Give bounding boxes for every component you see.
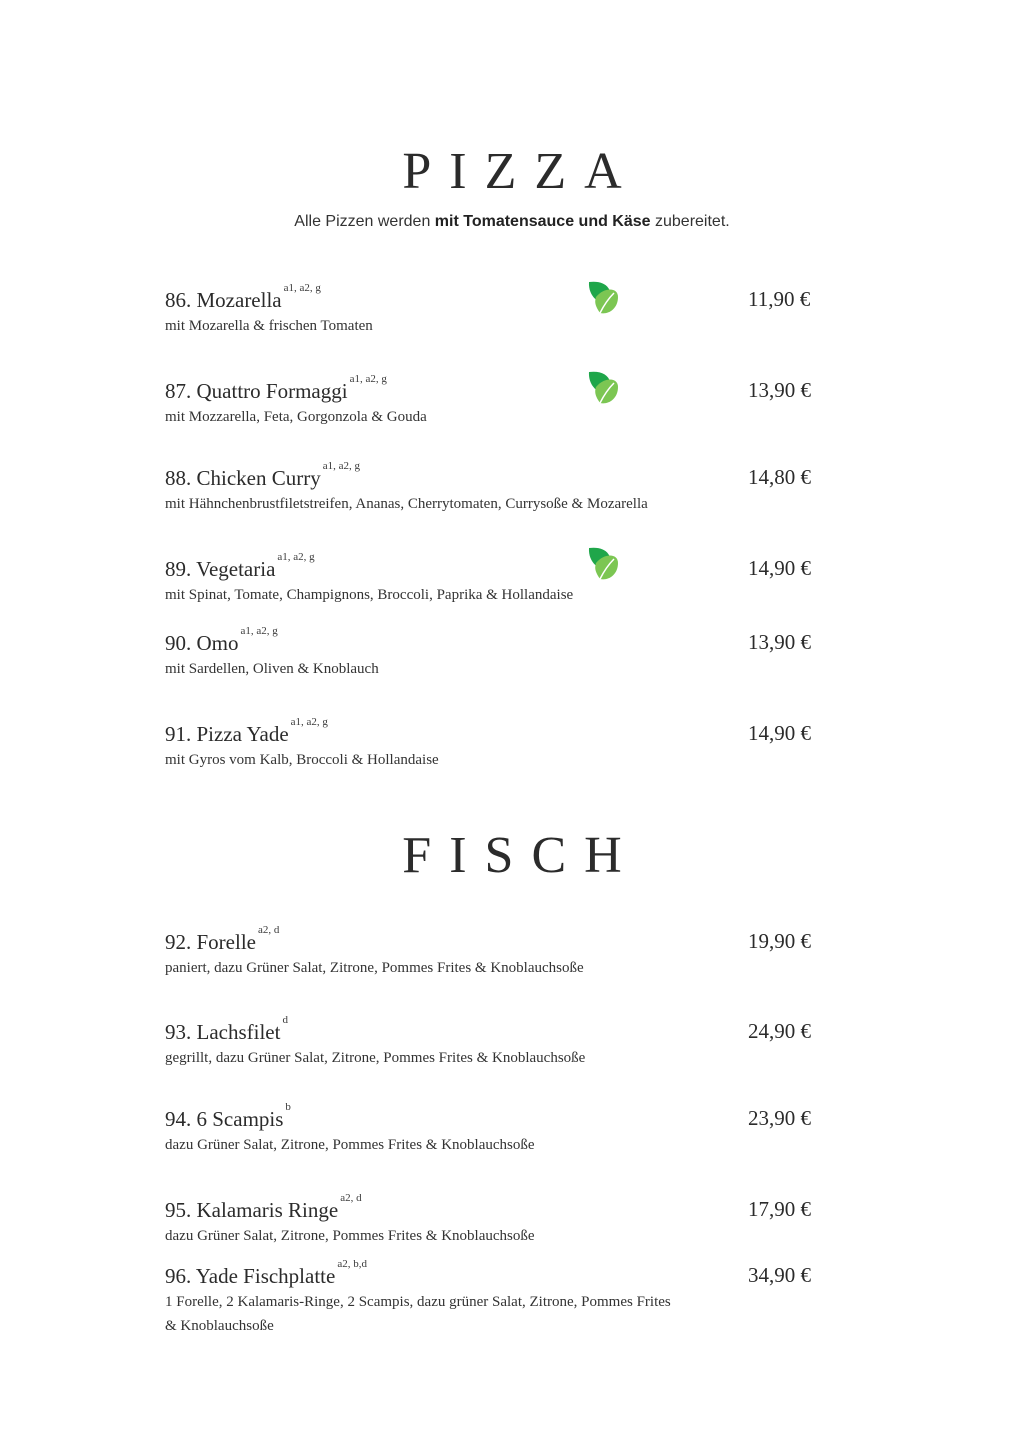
menu-item	[165, 282, 845, 338]
allergen-codes: b	[285, 1101, 291, 1113]
item-price: 24,90 €	[748, 1019, 811, 1043]
leaf-icon	[586, 545, 622, 585]
item-price: 13,90 €	[748, 378, 811, 402]
menu-item	[165, 625, 845, 681]
subtitle-bold-text: mit Tomatensauce und Käse	[434, 213, 651, 230]
item-price: 14,80 €	[748, 465, 811, 489]
menu-item	[165, 373, 845, 429]
item-description: dazu Grüner Salat, Zitrone, Pommes Frites & Knoblauchsoße	[165, 1137, 535, 1153]
item-description: mit Mozarella & frischen Tomaten	[165, 318, 373, 334]
allergen-codes: d	[282, 1014, 288, 1026]
item-name: 93. Lachsfilet $^d$	[165, 1014, 288, 1044]
allergen-codes: a1, a2, g	[277, 551, 315, 563]
item-name: 96. Yade Fischplatte $^{a2, b,d}$	[165, 1258, 367, 1288]
leaf-icon	[586, 369, 622, 409]
allergen-codes: a2, b,d	[337, 1258, 367, 1270]
item-price: 17,90 €	[748, 1197, 811, 1221]
allergen-codes: a1, a2, g	[322, 460, 360, 472]
item-price: 14,90 €	[748, 556, 811, 580]
allergen-codes: a1, a2, g	[283, 282, 321, 294]
item-name: 95. Kalamaris Ringe $^{a2, d}$	[165, 1192, 362, 1222]
menu-item	[165, 1258, 845, 1338]
menu-item	[165, 1192, 845, 1248]
pizza-section-title: PIZZA	[402, 143, 640, 200]
item-description: mit Sardellen, Oliven & Knoblauch	[165, 661, 379, 677]
pizza-subtitle	[0, 213, 1024, 231]
item-description: mit Gyros vom Kalb, Broccoli & Hollandaise	[165, 752, 439, 768]
item-description: dazu Grüner Salat, Zitrone, Pommes Frites & Knoblauchsoße	[165, 1228, 535, 1244]
subtitle-text: Alle Pizzen werden	[294, 213, 435, 230]
item-description: mit Spinat, Tomate, Champignons, Broccoli, Paprika & Hollandaise	[165, 587, 574, 603]
item-description: 1 Forelle, 2 Kalamaris-Ringe, 2 Scampis, dazu grüner Salat, Zitrone, Pommes Frites & Knoblauchsoße	[165, 1294, 671, 1334]
item-price: 23,90 €	[748, 1106, 811, 1130]
fisch-section-title: FISCH	[402, 827, 640, 884]
item-price: 19,90 €	[748, 929, 811, 953]
allergen-codes: a2, d	[340, 1192, 362, 1204]
menu-item	[165, 460, 845, 516]
item-description: mit Mozzarella, Feta, Gorgonzola & Gouda	[165, 409, 427, 425]
item-price: 13,90 €	[748, 630, 811, 654]
menu-item	[165, 716, 845, 772]
item-name: 94. 6 Scampis $^b$	[165, 1101, 291, 1131]
item-name: 92. Forelle $^{a2, d}$	[165, 924, 280, 954]
menu-item	[165, 1101, 845, 1157]
item-name: 87. Quattro Formaggi $^{a1, a2, g}$	[165, 373, 387, 403]
allergen-codes: a2, d	[257, 924, 280, 936]
item-name: 91. Pizza Yade $^{a1, a2, g}$	[165, 716, 328, 746]
item-description: paniert, dazu Grüner Salat, Zitrone, Pommes Frites & Knoblauchsoße	[165, 960, 584, 976]
allergen-codes: a1, a2, g	[349, 373, 387, 385]
item-price: 34,90 €	[748, 1263, 811, 1287]
item-name: 88. Chicken Curry $^{a1, a2, g}$	[165, 460, 360, 490]
menu-item	[165, 1014, 845, 1070]
item-price: 14,90 €	[748, 721, 811, 745]
item-price: 11,90 €	[748, 287, 811, 311]
menu-item	[165, 551, 845, 607]
item-description: mit Hähnchenbrustfiletstreifen, Ananas, Cherrytomaten, Currysoße & Mozarella	[165, 496, 648, 512]
item-name: 90. Omo $^{a1, a2, g}$	[165, 625, 278, 655]
allergen-codes: a1, a2, g	[240, 625, 278, 637]
item-name: 89. Vegetaria $^{a1, a2, g}$	[165, 551, 315, 581]
item-name: 86. Mozarella $^{a1, a2, g}$	[165, 282, 321, 312]
allergen-codes: a1, a2, g	[290, 716, 328, 728]
subtitle-text-end: zubereitet.	[650, 213, 730, 230]
leaf-icon	[586, 279, 622, 319]
menu-item	[165, 924, 845, 980]
item-description: gegrillt, dazu Grüner Salat, Zitrone, Pommes Frites & Knoblauchsoße	[165, 1050, 586, 1066]
